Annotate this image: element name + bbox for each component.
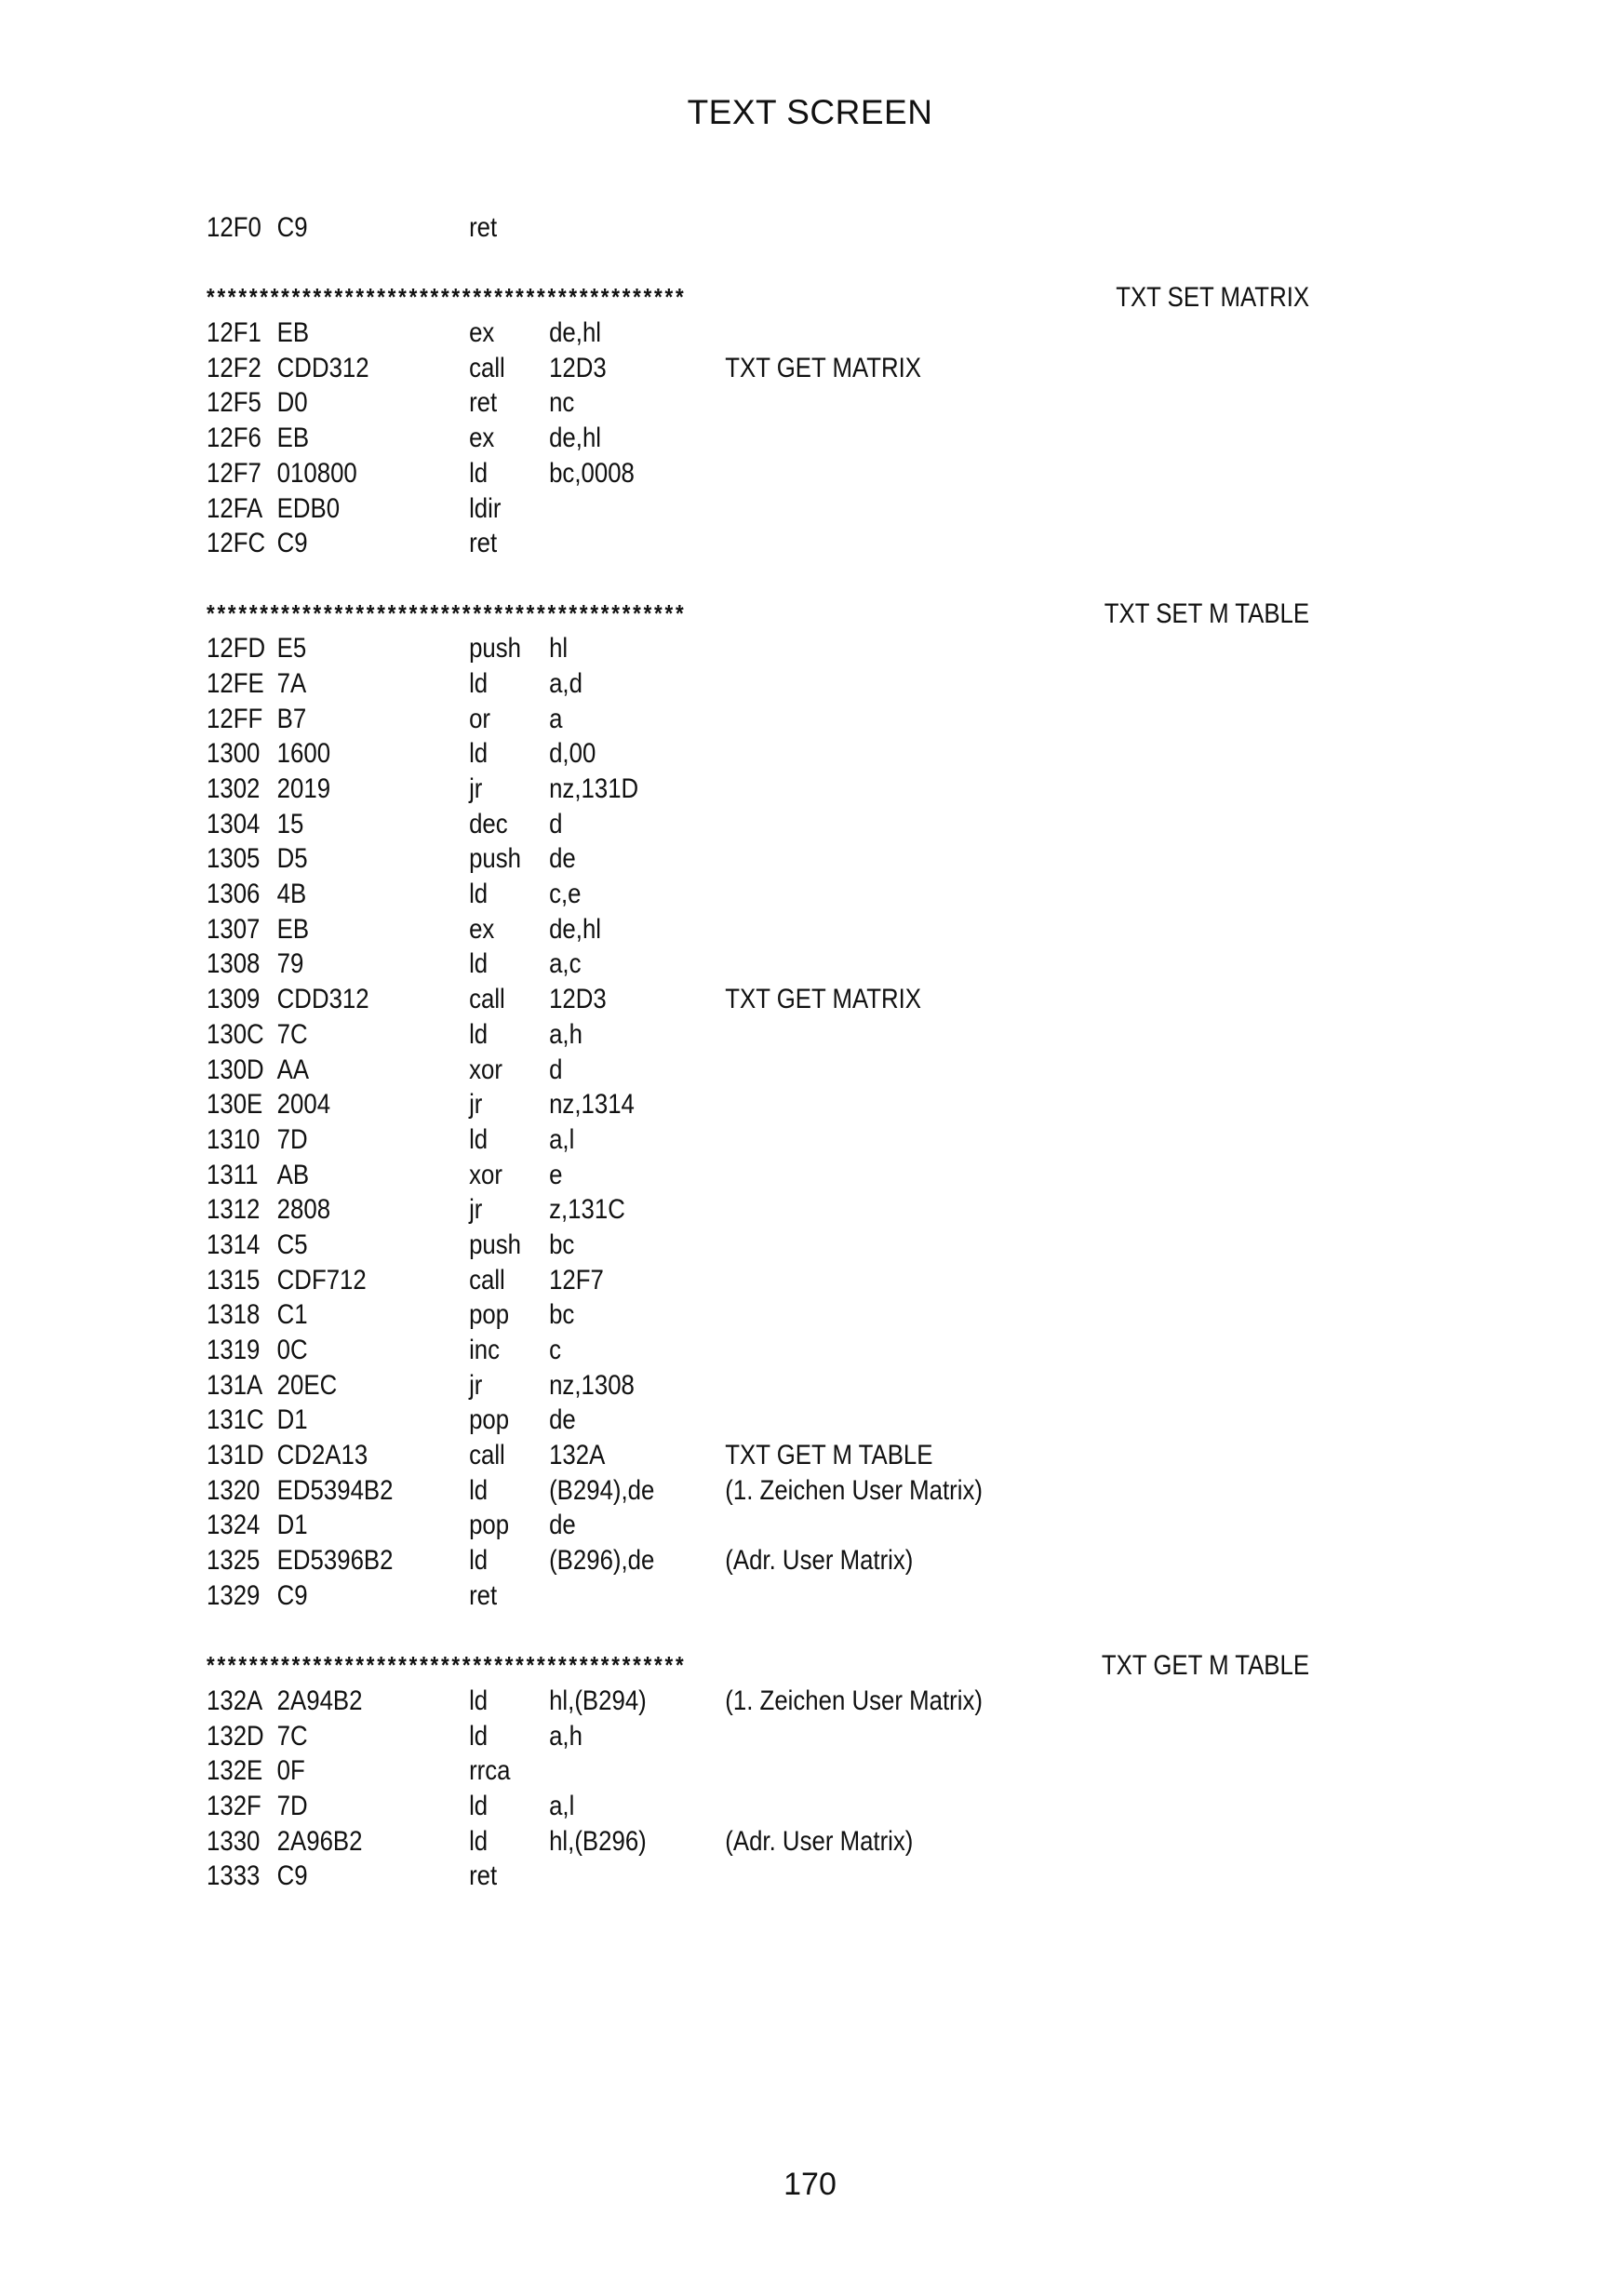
- mnemonic: ld: [469, 738, 489, 770]
- operand: d,00: [549, 738, 596, 770]
- mnemonic: ld: [469, 948, 489, 980]
- listing-row: [207, 316, 1295, 351]
- address: 1314: [207, 1229, 261, 1260]
- address: 1329: [207, 1579, 261, 1611]
- mnemonic: call: [469, 352, 505, 383]
- listing-row: [207, 1403, 1295, 1438]
- listing-row: [207, 841, 1295, 877]
- opcode-hex: D1: [276, 1404, 308, 1436]
- operand: a: [549, 703, 563, 734]
- comment: [725, 1228, 1294, 1263]
- operand: [549, 491, 725, 527]
- address: 1330: [207, 1825, 261, 1857]
- operand: hl,(B294): [549, 1685, 647, 1716]
- comment: [725, 526, 1294, 561]
- address: 1310: [207, 1123, 261, 1155]
- listing-row: [207, 982, 1295, 1017]
- mnemonic: ld: [469, 879, 489, 910]
- listing-row: [207, 736, 1295, 772]
- operand: (B296),de: [549, 1545, 655, 1577]
- comment: [725, 1122, 1294, 1158]
- listing-row: [207, 1719, 1295, 1754]
- listing-row: [207, 1017, 1295, 1053]
- listing-row: [207, 807, 1295, 842]
- listing-row: [207, 1753, 1295, 1789]
- mnemonic: ld: [469, 1790, 489, 1821]
- operand: (B294),de: [549, 1474, 655, 1506]
- operand: hl,(B296): [549, 1825, 647, 1857]
- mnemonic: call: [469, 1440, 505, 1471]
- opcode-hex: 7A: [276, 667, 307, 699]
- listing-row: [207, 1543, 1295, 1578]
- listing-row: [207, 1824, 1295, 1860]
- opcode-hex: 2A96B2: [276, 1825, 363, 1857]
- operand: [549, 526, 725, 561]
- address: 1308: [207, 948, 261, 980]
- listing-row: [207, 1158, 1295, 1193]
- opcode-hex: EB: [276, 423, 310, 454]
- address: 1300: [207, 738, 261, 770]
- operand: nz,1314: [549, 1089, 635, 1121]
- mnemonic: dec: [469, 808, 508, 839]
- listing-row: [207, 912, 1295, 947]
- listing-row: [207, 1228, 1295, 1263]
- operand: d: [549, 1054, 563, 1085]
- comment: TXT GET MATRIX: [725, 352, 922, 383]
- comment: [725, 1508, 1294, 1543]
- operand: bc: [549, 1229, 575, 1260]
- operand: hl: [549, 633, 569, 665]
- listing-row: [207, 421, 1295, 456]
- address: 1304: [207, 808, 261, 839]
- mnemonic: ld: [469, 1123, 489, 1155]
- mnemonic: ret: [469, 1579, 498, 1611]
- asterisk-rule: *********************************************: [207, 283, 687, 312]
- opcode-hex: C1: [276, 1299, 308, 1331]
- comment: [725, 1158, 1294, 1193]
- page-title: TEXT SCREEN: [687, 93, 933, 131]
- opcode-hex: 7D: [276, 1790, 308, 1821]
- listing-row: [207, 631, 1295, 666]
- listing-row: [207, 1333, 1295, 1368]
- operand: [549, 1859, 725, 1894]
- operand: [549, 1578, 725, 1614]
- listing-row: [207, 210, 1295, 246]
- mnemonic: rrca: [469, 1755, 511, 1787]
- comment: [725, 877, 1294, 912]
- opcode-hex: D0: [276, 387, 308, 419]
- opcode-hex: ED5396B2: [276, 1545, 394, 1577]
- listing-row: [207, 1122, 1295, 1158]
- address: 12FE: [207, 667, 264, 699]
- listing-row: [207, 456, 1295, 491]
- mnemonic: ret: [469, 528, 498, 559]
- opcode-hex: C9: [276, 1860, 308, 1892]
- opcode-hex: B7: [276, 703, 307, 734]
- mnemonic: ld: [469, 1018, 489, 1050]
- comment: (1. Zeichen User Matrix): [725, 1474, 983, 1506]
- section-separator: [207, 597, 1309, 632]
- mnemonic: ldir: [469, 492, 502, 524]
- operand: 12D3: [549, 984, 607, 1015]
- operand: a,l: [549, 1123, 575, 1155]
- address: 132D: [207, 1720, 264, 1752]
- comment: [725, 1403, 1294, 1438]
- mnemonic: ld: [469, 1474, 489, 1506]
- address: 1318: [207, 1299, 261, 1331]
- comment: [725, 421, 1294, 456]
- address: 1319: [207, 1335, 261, 1365]
- address: 1307: [207, 913, 261, 945]
- comment: [725, 385, 1294, 421]
- listing-row: [207, 1438, 1295, 1473]
- operand: c: [549, 1335, 561, 1365]
- address: 12FA: [207, 492, 263, 524]
- operand: nz,131D: [549, 773, 639, 804]
- asterisk-rule: *********************************************: [207, 598, 687, 627]
- comment: [725, 1333, 1294, 1368]
- operand: de,hl: [549, 913, 602, 945]
- listing-row: [207, 1192, 1295, 1228]
- page-number: 170: [783, 2167, 837, 2202]
- listing-row: [207, 1859, 1295, 1894]
- listing-row: [207, 877, 1295, 912]
- mnemonic: ret: [469, 1860, 498, 1892]
- address: 1302: [207, 773, 261, 804]
- mnemonic: pop: [469, 1299, 510, 1331]
- listing-row: [207, 666, 1295, 702]
- address: 1333: [207, 1860, 261, 1892]
- opcode-hex: 20EC: [276, 1369, 338, 1401]
- opcode-hex: EB: [276, 913, 310, 945]
- opcode-hex: 15: [276, 808, 304, 839]
- operand: nz,1308: [549, 1369, 635, 1401]
- comment: [725, 456, 1294, 491]
- address: 132E: [207, 1755, 263, 1787]
- opcode-hex: 1600: [276, 738, 331, 770]
- operand: de: [549, 843, 576, 875]
- address: 12FD: [207, 633, 266, 665]
- opcode-hex: CDF712: [276, 1264, 367, 1296]
- mnemonic: ld: [469, 1825, 489, 1857]
- address: 1312: [207, 1194, 261, 1226]
- address: 1305: [207, 843, 261, 875]
- listing-row: [207, 1053, 1295, 1088]
- operand: de: [549, 1510, 576, 1541]
- listing-row: [207, 1087, 1295, 1122]
- operand: z,131C: [549, 1194, 625, 1226]
- operand: nc: [549, 387, 575, 419]
- comment: [725, 1578, 1294, 1614]
- comment: [725, 947, 1294, 982]
- listing-row: [207, 702, 1295, 737]
- listing-row: [207, 1368, 1295, 1403]
- address: 12F2: [207, 352, 261, 383]
- comment: [725, 1753, 1294, 1789]
- comment: [725, 772, 1294, 807]
- address: 1311: [207, 1159, 259, 1190]
- address: 131C: [207, 1404, 264, 1436]
- operand: d: [549, 808, 563, 839]
- section-separator: [207, 280, 1309, 316]
- mnemonic: push: [469, 633, 522, 665]
- listing-row: [207, 1263, 1295, 1298]
- section-label: TXT SET MATRIX: [1116, 282, 1310, 314]
- mnemonic: push: [469, 843, 522, 875]
- address: 1315: [207, 1264, 261, 1296]
- comment: TXT GET MATRIX: [725, 984, 922, 1015]
- operand: a,h: [549, 1018, 582, 1050]
- operand: [549, 1753, 725, 1789]
- mnemonic: jr: [469, 1089, 483, 1121]
- mnemonic: or: [469, 703, 491, 734]
- listing-row: [207, 772, 1295, 807]
- opcode-hex: AA: [276, 1054, 310, 1085]
- opcode-hex: CDD312: [276, 352, 369, 383]
- opcode-hex: C5: [276, 1229, 308, 1260]
- comment: (1. Zeichen User Matrix): [725, 1685, 983, 1716]
- opcode-hex: C9: [276, 1579, 308, 1611]
- mnemonic: ex: [469, 913, 495, 945]
- address: 1309: [207, 984, 261, 1015]
- comment: (Adr. User Matrix): [725, 1545, 914, 1577]
- operand: 12F7: [549, 1264, 604, 1296]
- mnemonic: ex: [469, 423, 495, 454]
- comment: [725, 1719, 1294, 1754]
- opcode-hex: C9: [276, 212, 308, 243]
- address: 132F: [207, 1790, 261, 1821]
- address: 12F5: [207, 387, 261, 419]
- address: 1325: [207, 1545, 261, 1577]
- comment: [725, 807, 1294, 842]
- opcode-hex: ED5394B2: [276, 1474, 394, 1506]
- address: 1324: [207, 1510, 261, 1541]
- mnemonic: ld: [469, 1685, 489, 1716]
- mnemonic: jr: [469, 1194, 483, 1226]
- opcode-hex: D5: [276, 843, 308, 875]
- address: 130C: [207, 1018, 264, 1050]
- operand: de,hl: [549, 317, 602, 349]
- opcode-hex: 2004: [276, 1089, 331, 1121]
- operand: a,l: [549, 1790, 575, 1821]
- address: 132A: [207, 1685, 263, 1716]
- comment: [725, 736, 1294, 772]
- comment: [725, 702, 1294, 737]
- opcode-hex: 7C: [276, 1018, 308, 1050]
- mnemonic: ret: [469, 212, 498, 243]
- opcode-hex: E5: [276, 633, 307, 665]
- opcode-hex: 0C: [276, 1335, 308, 1365]
- listing-row: [207, 1473, 1295, 1509]
- opcode-hex: EB: [276, 317, 310, 349]
- listing-row: [207, 351, 1295, 386]
- listing-row: [207, 526, 1295, 561]
- operand: de: [549, 1404, 576, 1436]
- comment: (Adr. User Matrix): [725, 1825, 914, 1857]
- address: 130E: [207, 1089, 263, 1121]
- listing-row: [207, 1508, 1295, 1543]
- comment: [725, 1859, 1294, 1894]
- comment: [725, 631, 1294, 666]
- mnemonic: call: [469, 984, 505, 1015]
- listing-row: [207, 385, 1295, 421]
- block-gap: [207, 561, 1295, 597]
- comment: [725, 1368, 1294, 1403]
- comment: [725, 1192, 1294, 1228]
- section-label: TXT GET M TABLE: [1101, 1650, 1310, 1682]
- comment: [725, 1087, 1294, 1122]
- opcode-hex: 2019: [276, 773, 331, 804]
- mnemonic: pop: [469, 1510, 510, 1541]
- address: 12FF: [207, 703, 263, 734]
- comment: [725, 316, 1294, 351]
- mnemonic: jr: [469, 773, 483, 804]
- address: 131A: [207, 1369, 263, 1401]
- assembly-listing: [207, 210, 1310, 1894]
- opcode-hex: CDD312: [276, 984, 369, 1015]
- opcode-hex: CD2A13: [276, 1440, 368, 1471]
- operand: e: [549, 1159, 563, 1190]
- address: 1306: [207, 879, 261, 910]
- mnemonic: jr: [469, 1369, 483, 1401]
- comment: [725, 1263, 1294, 1298]
- opcode-hex: 2808: [276, 1194, 331, 1226]
- address: 12FC: [207, 528, 266, 559]
- operand: bc: [549, 1299, 575, 1331]
- comment: TXT GET M TABLE: [725, 1440, 933, 1471]
- opcode-hex: AB: [276, 1159, 310, 1190]
- listing-row: [207, 947, 1295, 982]
- opcode-hex: 7C: [276, 1720, 308, 1752]
- mnemonic: pop: [469, 1404, 510, 1436]
- operand: [549, 210, 725, 246]
- mnemonic: ret: [469, 387, 498, 419]
- mnemonic: xor: [469, 1054, 502, 1085]
- listing-row: [207, 491, 1295, 527]
- opcode-hex: 79: [276, 948, 304, 980]
- address: 131D: [207, 1440, 264, 1471]
- listing-row: [207, 1297, 1295, 1333]
- listing-row: [207, 1684, 1295, 1719]
- mnemonic: ld: [469, 1720, 489, 1752]
- opcode-hex: 7D: [276, 1123, 308, 1155]
- opcode-hex: C9: [276, 528, 308, 559]
- asterisk-rule: *********************************************: [207, 1651, 687, 1680]
- block-gap: [207, 1614, 1295, 1649]
- opcode-hex: 2A94B2: [276, 1685, 363, 1716]
- listing-row: [207, 1578, 1295, 1614]
- mnemonic: call: [469, 1264, 505, 1296]
- comment: [725, 1789, 1294, 1824]
- operand: bc,0008: [549, 457, 635, 489]
- comment: [725, 841, 1294, 877]
- operand: a,d: [549, 667, 582, 699]
- operand: 12D3: [549, 352, 607, 383]
- section-separator: [207, 1648, 1309, 1684]
- operand: a,c: [549, 948, 582, 980]
- comment: [725, 1053, 1294, 1088]
- address: 12F7: [207, 457, 261, 489]
- operand: 132A: [549, 1440, 606, 1471]
- mnemonic: ex: [469, 317, 495, 349]
- address: 1320: [207, 1474, 261, 1506]
- opcode-hex: 4B: [276, 879, 307, 910]
- operand: de,hl: [549, 423, 602, 454]
- block-gap: [207, 246, 1295, 281]
- comment: [725, 1017, 1294, 1053]
- address: 130D: [207, 1054, 264, 1085]
- operand: c,e: [549, 879, 582, 910]
- opcode-hex: 010800: [276, 457, 357, 489]
- listing-row: [207, 1789, 1295, 1824]
- mnemonic: ld: [469, 457, 489, 489]
- opcode-hex: EDB0: [276, 492, 341, 524]
- opcode-hex: D1: [276, 1510, 308, 1541]
- comment: [725, 1297, 1294, 1333]
- mnemonic: inc: [469, 1335, 501, 1365]
- address: 12F0: [207, 212, 261, 243]
- address: 12F6: [207, 423, 261, 454]
- mnemonic: ld: [469, 1545, 489, 1577]
- comment: [725, 210, 1294, 246]
- comment: [725, 491, 1294, 527]
- section-label: TXT SET M TABLE: [1104, 597, 1310, 629]
- comment: [725, 666, 1294, 702]
- address: 12F1: [207, 317, 261, 349]
- operand: a,h: [549, 1720, 582, 1752]
- opcode-hex: 0F: [276, 1755, 305, 1787]
- mnemonic: ld: [469, 667, 489, 699]
- mnemonic: xor: [469, 1159, 502, 1190]
- comment: [725, 912, 1294, 947]
- mnemonic: push: [469, 1229, 522, 1260]
